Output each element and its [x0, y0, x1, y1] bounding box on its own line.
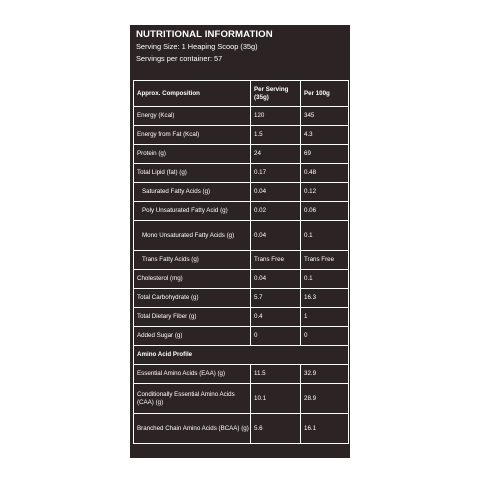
row-per-100g: 0.1 — [301, 221, 349, 251]
table-row — [134, 221, 349, 251]
table-row — [134, 365, 349, 384]
row-label: Poly Unsaturated Fatty Acid (g) — [134, 202, 251, 221]
table-row — [134, 107, 349, 126]
row-per-serving: 0.02 — [251, 202, 301, 221]
row-per-100g: Trans Free — [301, 251, 349, 270]
table-row — [134, 202, 349, 221]
row-per-serving: 0.17 — [251, 164, 301, 183]
table-row — [134, 251, 349, 270]
row-label: Cholesterol (mg) — [134, 270, 251, 289]
row-per-100g: 28.9 — [301, 384, 349, 414]
row-label: Branched Chain Amino Acids (BCAA) (g) — [134, 414, 251, 444]
row-per-serving: 10.1 — [251, 384, 301, 414]
row-per-100g: 0.06 — [301, 202, 349, 221]
row-per-100g: 1 — [301, 308, 349, 327]
table-row — [134, 164, 349, 183]
table-row — [134, 183, 349, 202]
serving-size: Serving Size: 1 Heaping Scoop (35g) — [136, 42, 258, 51]
row-label: Conditionally Essential Amino Acids (CAA) (g) — [134, 384, 251, 414]
amino-section-row — [134, 346, 349, 365]
table-row — [134, 145, 349, 164]
row-per-100g: 16.1 — [301, 414, 349, 444]
row-label: Total Carbohydrate (g) — [134, 289, 251, 308]
nutrition-panel — [130, 25, 350, 458]
row-per-100g: 4.3 — [301, 126, 349, 145]
amino-section-title: Amino Acid Profile — [134, 346, 349, 365]
row-per-serving: 0.04 — [251, 221, 301, 251]
row-per-serving: 5.6 — [251, 414, 301, 444]
row-per-100g: 32.9 — [301, 365, 349, 384]
row-per-serving: 120 — [251, 107, 301, 126]
row-per-100g: 0.1 — [301, 270, 349, 289]
panel-heading — [136, 29, 346, 64]
row-per-serving: 5.7 — [251, 289, 301, 308]
row-per-100g: 69 — [301, 145, 349, 164]
row-per-serving: 0.04 — [251, 183, 301, 202]
table-row — [134, 414, 349, 444]
table-row — [134, 270, 349, 289]
header-per-100g: Per 100g — [301, 81, 349, 107]
row-label: Added Sugar (g) — [134, 327, 251, 346]
row-per-100g: 16.3 — [301, 289, 349, 308]
row-label: Essential Amino Acids (EAA) (g) — [134, 365, 251, 384]
row-per-100g: 0 — [301, 327, 349, 346]
row-per-100g: 0.12 — [301, 183, 349, 202]
row-label: Total Lipid (fat) (g) — [134, 164, 251, 183]
table-row — [134, 126, 349, 145]
row-label: Protein (g) — [134, 145, 251, 164]
row-label: Energy (Kcal) — [134, 107, 251, 126]
table-row — [134, 308, 349, 327]
row-per-serving: 0 — [251, 327, 301, 346]
row-per-serving: 0.4 — [251, 308, 301, 327]
row-label: Saturated Fatty Acids (g) — [134, 183, 251, 202]
row-per-serving: 1.5 — [251, 126, 301, 145]
header-composition: Approx. Composition — [134, 81, 251, 107]
row-per-serving: 11.5 — [251, 365, 301, 384]
panel-title: NUTRITIONAL INFORMATION — [136, 29, 273, 40]
row-per-serving: 24 — [251, 145, 301, 164]
table-row — [134, 384, 349, 414]
row-label: Trans Fatty Acids (g) — [134, 251, 251, 270]
table-row — [134, 327, 349, 346]
row-label: Mono Unsaturated Fatty Acids (g) — [134, 221, 251, 251]
row-label: Total Dietary Fiber (g) — [134, 308, 251, 327]
row-per-serving: 0.04 — [251, 270, 301, 289]
table-header-row — [134, 81, 349, 107]
row-label: Energy from Fat (Kcal) — [134, 126, 251, 145]
row-per-serving: Trans Free — [251, 251, 301, 270]
row-per-100g: 0.48 — [301, 164, 349, 183]
header-per-serving: Per Serving (35g) — [251, 81, 301, 107]
table-row — [134, 289, 349, 308]
row-per-100g: 345 — [301, 107, 349, 126]
nutrition-table — [133, 80, 349, 444]
servings-per-container: Servings per container: 57 — [136, 53, 223, 63]
